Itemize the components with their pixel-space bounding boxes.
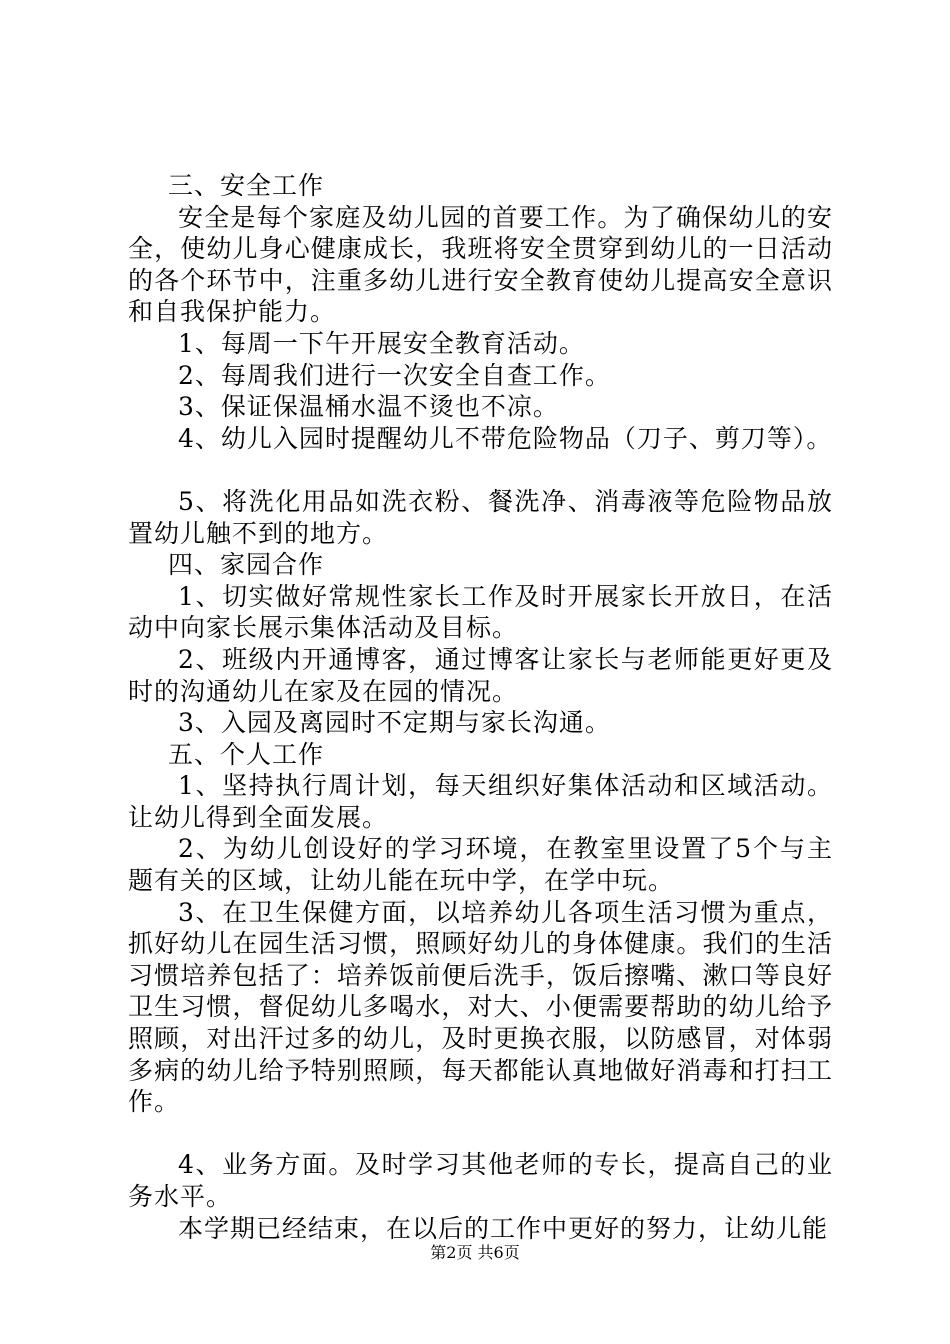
list-item: 2、班级内开通博客，通过博客让家长与老师能更好更及时的沟通幼儿在家及在园的情况。 — [128, 644, 833, 706]
list-item: 1、切实做好常规性家长工作及时开展家长开放日，在活动中向家长展示集体活动及目标。 — [128, 581, 833, 643]
blank-line — [128, 454, 833, 486]
paragraph: 安全是每个家庭及幼儿园的首要工作。为了确保幼儿的安全，使幼儿身心健康成长，我班将安全贯穿到幼儿的一日活动的各个环节中，注重多幼儿进行安全教育使幼儿提高安全意识和自我保护能力。 — [128, 202, 833, 327]
page-number-footer: 第2页 共6页 — [430, 1243, 520, 1262]
paragraph: 本学期已经结束，在以后的工作中更好的努力，让幼儿能 — [178, 1213, 829, 1243]
list-item: 4、业务方面。及时学习其他老师的专长，提高自己的业务水平。 — [128, 1150, 833, 1211]
section-heading-personal: 五、个人工作 — [168, 739, 325, 769]
list-item: 1、每周一下午开展安全教育活动。 — [178, 328, 585, 358]
section-heading-safety: 三、安全工作 — [168, 171, 325, 200]
list-item: 3、在卫生保健方面，以培养幼儿各项生活习惯为重点，抓好幼儿在园生活习惯，照顾好幼儿的身体健康。我们的生活习惯培养包括了：培养饭前便后洗手，饭后擦嘴、漱口等良好卫生习惯，督促幼儿多喝水，对大、小便需要帮助的幼儿给予照顾，对出汗过多的幼儿，及时更换衣服，以防感冒，对体弱多病的幼儿给予特别照顾，每天都能认真地做好消毒和打扫工作。 — [128, 897, 833, 1117]
section-heading-home-school: 四、家园合作 — [168, 550, 325, 580]
document-body — [128, 170, 833, 1244]
list-item: 5、将洗化用品如洗衣粉、餐洗净、消毒液等危险物品放置幼儿触不到的地方。 — [128, 486, 833, 548]
list-item: 3、入园及离园时不定期与家长沟通。 — [178, 708, 611, 738]
list-item: 3、保证保温桶水温不烫也不凉。 — [178, 392, 559, 422]
list-item: 1、坚持执行周计划，每天组织好集体活动和区域活动。让幼儿得到全面发展。 — [128, 771, 833, 832]
list-item: 4、幼儿入园时提醒幼儿不带危险物品（刀子、剪刀等）。 — [178, 423, 833, 453]
blank-line — [128, 1118, 833, 1150]
list-item: 2、为幼儿创设好的学习环境，在教室里设置了5个与主题有关的区域，让幼儿能在玩中学，在学中玩。 — [128, 834, 833, 896]
list-item: 2、每周我们进行一次安全自查工作。 — [178, 360, 611, 390]
